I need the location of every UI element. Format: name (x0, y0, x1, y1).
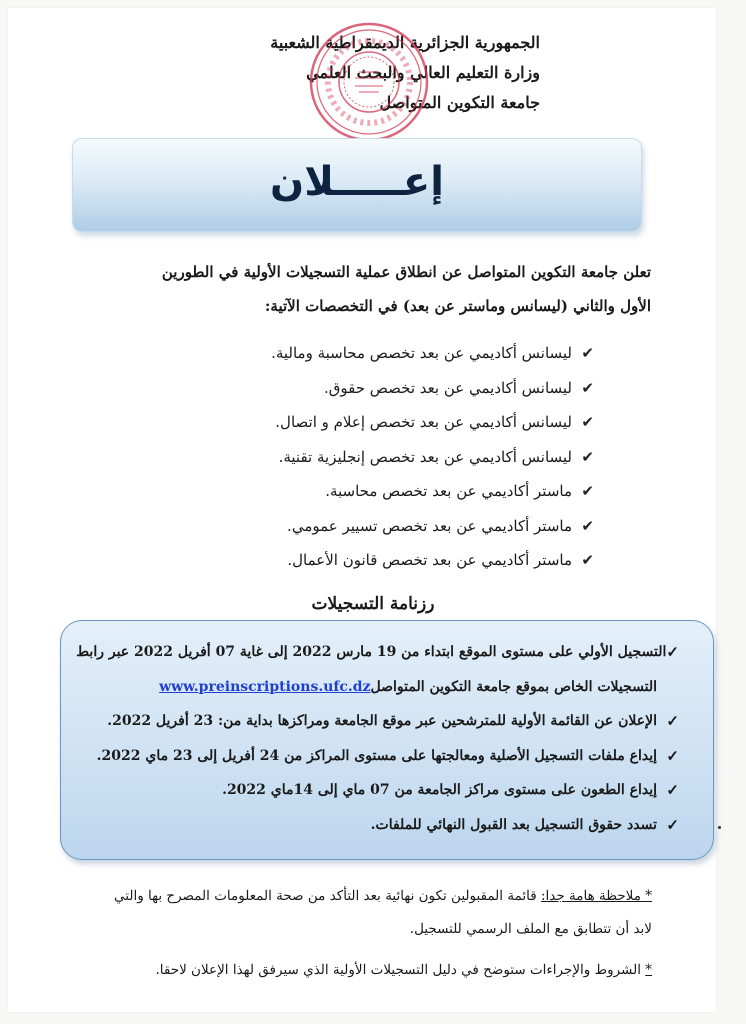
calendar-item (91, 739, 679, 774)
specialization-label: ليسانس أكاديمي عن بعد تخصص محاسبة ومالية. (271, 344, 572, 363)
intro-line: الأول والثاني (ليسانس وماستر عن بعد) في التخصصات الآتية: (264, 297, 651, 315)
calendar-item-text: تسدد حقوق التسجيل بعد القبول النهائي للملفات. (370, 816, 657, 833)
check-icon: ✓ (666, 781, 679, 800)
header-republic: الجمهورية الجزائرية الديمقراطية الشعبية (270, 33, 540, 52)
specialization-label: ماستر أكاديمي عن بعد تخصص تسيير عمومي. (287, 516, 572, 535)
note-conditions (100, 954, 652, 987)
specializations-list (220, 336, 594, 578)
list-item (220, 371, 594, 406)
check-icon: ✔ (581, 516, 594, 535)
stray-dot (718, 826, 721, 829)
specialization-label: ليسانس أكاديمي عن بعد تخصص حقوق. (323, 378, 572, 397)
note-star: * (645, 962, 652, 978)
list-item (220, 440, 594, 475)
header-ministry: وزارة التعليم العالي والبحث العلمي (306, 63, 540, 82)
list-item (220, 405, 594, 440)
intro-paragraph (95, 255, 651, 323)
calendar-item (91, 773, 679, 808)
calendar-box (60, 620, 714, 860)
calendar-item-text: الإعلان عن القائمة الأولية للمترشحين عبر موقع الجامعة ومراكزها بداية من: 23 أفريل 2022. (107, 713, 657, 730)
preinscriptions-link[interactable]: www.preinscriptions.ufc.dz (159, 678, 371, 695)
check-icon: ✔ (581, 482, 594, 501)
list-item (220, 543, 594, 578)
calendar-item-text: إيداع الطعون على مستوى مراكز الجامعة من 07 ماي إلى 14ماي 2022. (222, 782, 657, 799)
announcement-banner (72, 138, 642, 232)
calendar-item (76, 635, 679, 670)
calendar-item-continuation (91, 670, 679, 705)
announcement-title: إعـــــلان (270, 159, 444, 205)
list-item (220, 336, 594, 371)
specialization-label: ليسانس أكاديمي عن بعد تخصص إعلام و اتصال. (275, 413, 572, 432)
note-text: الشروط والإجراءات ستوضح في دليل التسجيلات الأولية الذي سيرفق لهذا الإعلان لاحقا. (155, 962, 646, 978)
header-university: جامعة التكوين المتواصل (379, 93, 540, 112)
check-icon: ✔ (581, 413, 594, 432)
note-text-continued: لابد أن تتطابق مع الملف الرسمي للتسجيل. (409, 921, 652, 937)
calendar-item-text: إيداع ملفات التسجيل الأصلية ومعالجتها على مستوى المراكز من 24 أفريل إلى 23 ماي 2022. (96, 747, 657, 764)
check-icon: ✓ (666, 643, 679, 662)
calendar-item (91, 704, 679, 739)
check-icon: ✔ (581, 551, 594, 570)
notes-section (100, 880, 652, 987)
check-icon: ✔ (581, 344, 594, 363)
check-icon: ✔ (581, 447, 594, 466)
specialization-label: ماستر أكاديمي عن بعد تخصص محاسبة. (325, 482, 572, 501)
list-item (220, 474, 594, 509)
check-icon: ✓ (666, 815, 679, 834)
calendar-item (91, 808, 679, 843)
specialization-label: ليسانس أكاديمي عن بعد تخصص إنجليزية تقنية. (278, 447, 572, 466)
note-important (100, 880, 652, 913)
check-icon: ✓ (666, 746, 679, 765)
intro-line: تعلن جامعة التكوين المتواصل عن انطلاق عملية التسجيلات الأولية في الطورين (161, 263, 651, 281)
note-label: * ملاحظة هامة جدا: (541, 888, 652, 904)
note-text: قائمة المقبولين تكون نهائية بعد التأكد من صحة المعلومات المصرح بها والتي (114, 888, 541, 904)
calendar-title: رزنامة التسجيلات (311, 594, 435, 614)
calendar-item-text: التسجيلات الخاص بموقع جامعة التكوين المتواصل (370, 678, 657, 695)
official-stamp-icon (305, 18, 433, 146)
check-icon: ✔ (581, 378, 594, 397)
calendar-item-text: التسجيل الأولي على مستوى الموقع ابتداء من 19 مارس 2022 إلى غاية 07 أفريل 2022 عبر رابط (76, 644, 667, 661)
list-item (220, 509, 594, 544)
check-icon: ✓ (666, 712, 679, 731)
specialization-label: ماستر أكاديمي عن بعد تخصص قانون الأعمال. (287, 551, 572, 570)
